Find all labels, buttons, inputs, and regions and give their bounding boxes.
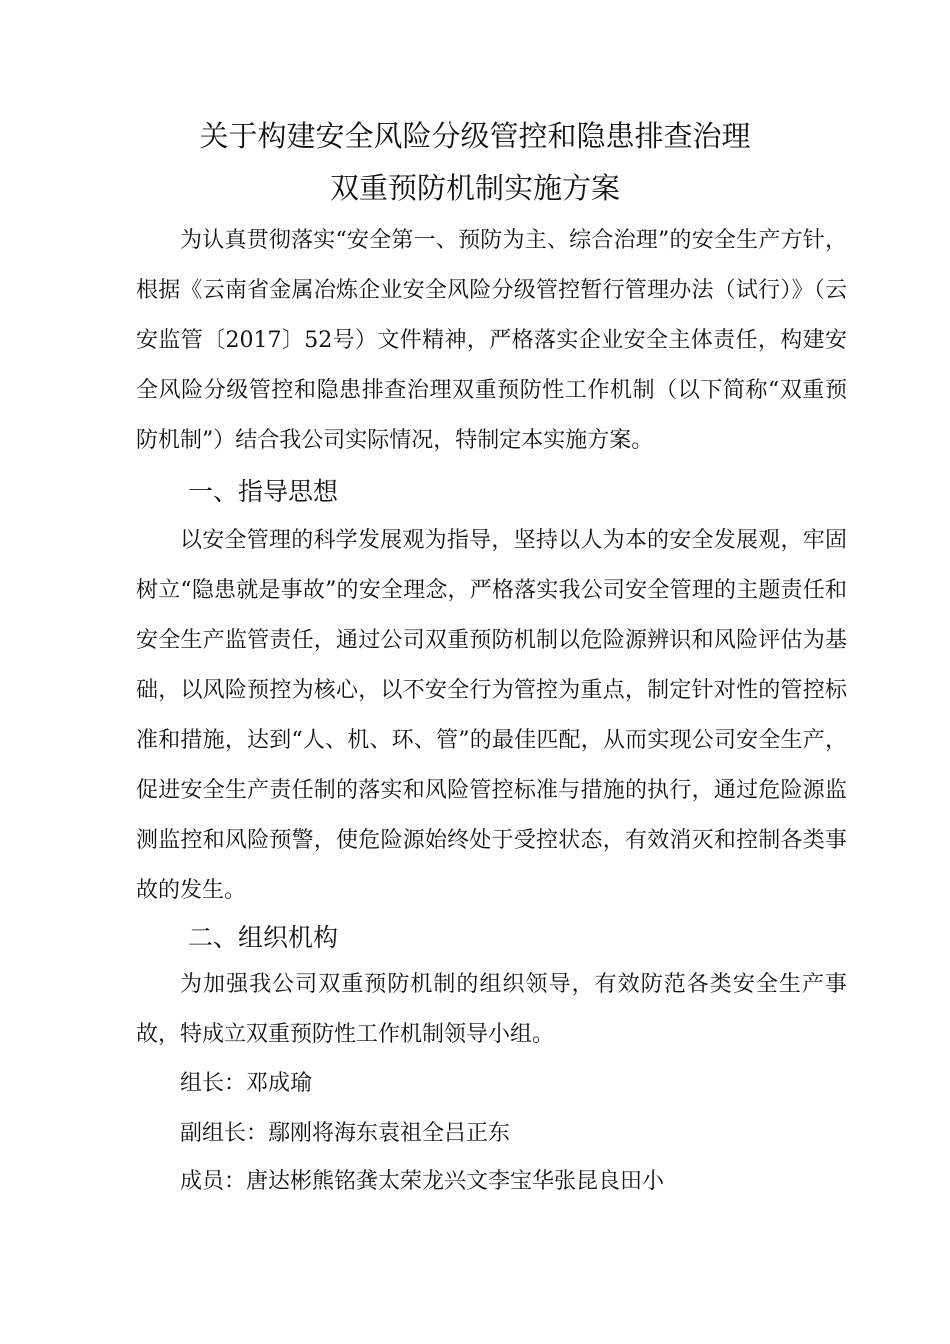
document-title-line-1: 关于构建安全风险分级管控和隐患排查治理 [199,119,751,153]
section-body-guiding-ideology: 以安全管理的科学发展观为指导，坚持以人为本的安全发展观，牢固树立“隐患就是事故”的安全理念，严格落实我公司安全管理的主题责任和安全生产监管责任，通过公司双重预防机制以危险源辨识和风险评估为基础，以风险预控为核心，以不安全行为管控为重点，制定针对性的管控标准和措施，达到“人、机、环、管”的最佳匹配，从而实现公司安全生产，促进安全生产责任制的落实和风险管控标准与措施的执行，通过危险源监测监控和风险预警，使危险源始终处于受控状态，有效消灭和控制各类事故的发生。 [136,528,847,903]
group-leader-line: 组长：邓成瑜 [180,1071,313,1096]
members-line: 成员：唐达彬熊铭龚太荣龙兴文李宝华张昆良田小 [180,1169,665,1194]
section-body-organization: 为加强我公司双重预防机制的组织领导，有效防范各类安全生产事故，特成立双重预防性工作机制领导小组。 [136,972,847,1047]
document-title-line-2: 双重预防机制实施方案 [329,171,620,205]
deputy-leader-line: 副组长：鄢刚将海东袁祖全吕正东 [180,1121,511,1146]
section-heading-organization: 二、组织机构 [188,923,339,952]
section-heading-guiding-ideology: 一、指导思想 [188,477,339,506]
intro-paragraph: 为认真贯彻落实“安全第一、预防为主、综合治理”的安全生产方针，根据《云南省金属冶炼企业安全风险分级管控暂行管理办法（试行）》（云安监管〔2017〕52号）文件精神，严格落实企业安全主体责任，构建安全风险分级管控和隐患排查治理双重预防性工作机制（以下简称“双重预防机制”）结合我公司实际情况，特制定本实施方案。 [136,228,847,453]
